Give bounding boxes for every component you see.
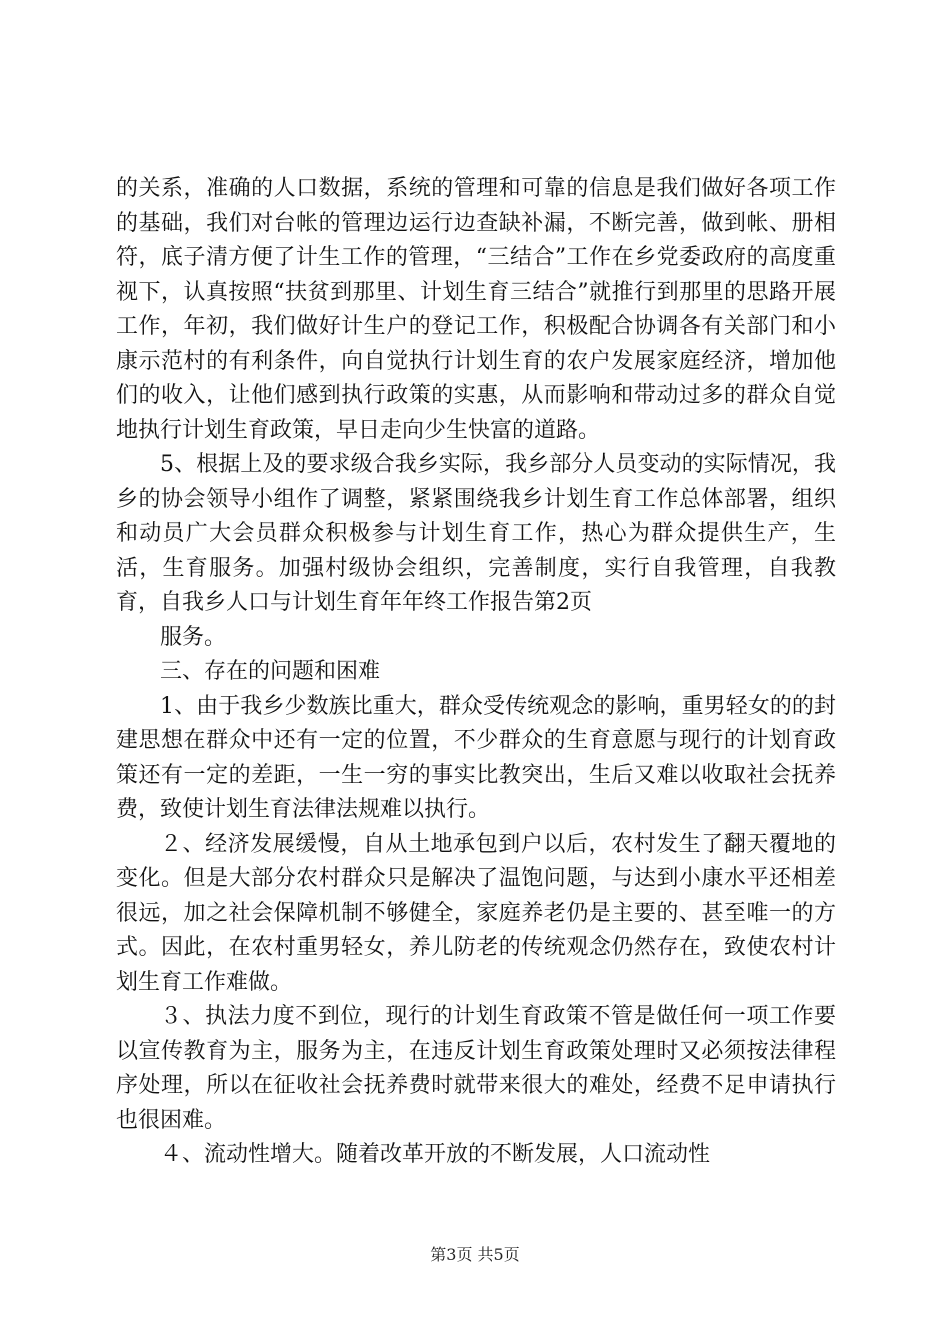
- document-body: [116, 172, 836, 1173]
- paragraph-problem-2: ２、经济发展缓慢，自从土地承包到户以后，农村发生了翻天覆地的变化。但是大部分农村群众只是解决了温饱问题，与达到小康水平还相差很远，加之社会保障机制不够健全，家庭养老仍是主要的、甚至唯一的方式。因此，在农村重男轻女，养儿防老的传统观念仍然存在，致使农村计划生育工作难做。: [116, 831, 836, 995]
- paragraph-problem-3: ３、执法力度不到位，现行的计划生育政策不管是做任何一项工作要以宣传教育为主，服务为主，在违反计划生育政策处理时又必须按法律程序处理，所以在征收社会抚养费时就带来很大的难处，经费不足申请执行也很困难。: [116, 1004, 836, 1133]
- section-heading-problems: 三、存在的问题和困难: [160, 659, 381, 684]
- page-footer: 第3页 共5页: [430, 1245, 520, 1264]
- paragraph-problem-1: 1、由于我乡少数族比重大，群众受传统观念的影响，重男轻女的的封建思想在群众中还有一定的位置，不少群众的生育意愿与现行的计划育政策还有一定的差距，一生一穷的事实比教突出，生后又难以收取社会抚养费，致使计划生育法律法规难以执行。: [116, 693, 836, 822]
- paragraph-service: 服务。: [160, 624, 227, 650]
- paragraph-continuation: 的关系，准确的人口数据，系统的管理和可靠的信息是我们做好各项工作的基础，我们对台帐的管理边运行边查缺补漏，不断完善，做到帐、册相符，底子清方便了计生工作的管理，“三结合”工作在乡党委政府的高度重视下，认真按照“扶贫到那里、计划生育三结合”就推行到那里的思路开展工作，年初，我们做好计生户的登记工作，积极配合协调各有关部门和小康示范村的有利条件，向自觉执行计划生育的农户发展家庭经济，增加他们的收入，让他们感到执行政策的实惠，从而影响和带动过多的群众自觉地执行计划生育政策，早日走向少生快富的道路。: [116, 176, 836, 443]
- paragraph-item-5: 5、根据上及的要求级合我乡实际，我乡部分人员变动的实际情况，我乡的协会领导小组作了调整，紧紧围绕我乡计划生育工作总体部署，组织和动员广大会员群众积极参与计划生育工作，热心为群众提供生产，生活，生育服务。加强村级协会组织，完善制度，实行自我管理，自我教育，自我乡人口与计划生育年年终工作报告第2页: [116, 452, 836, 615]
- paragraph-problem-4: ４、流动性增大。随着改革开放的不断发展，人口流动性: [160, 1142, 711, 1167]
